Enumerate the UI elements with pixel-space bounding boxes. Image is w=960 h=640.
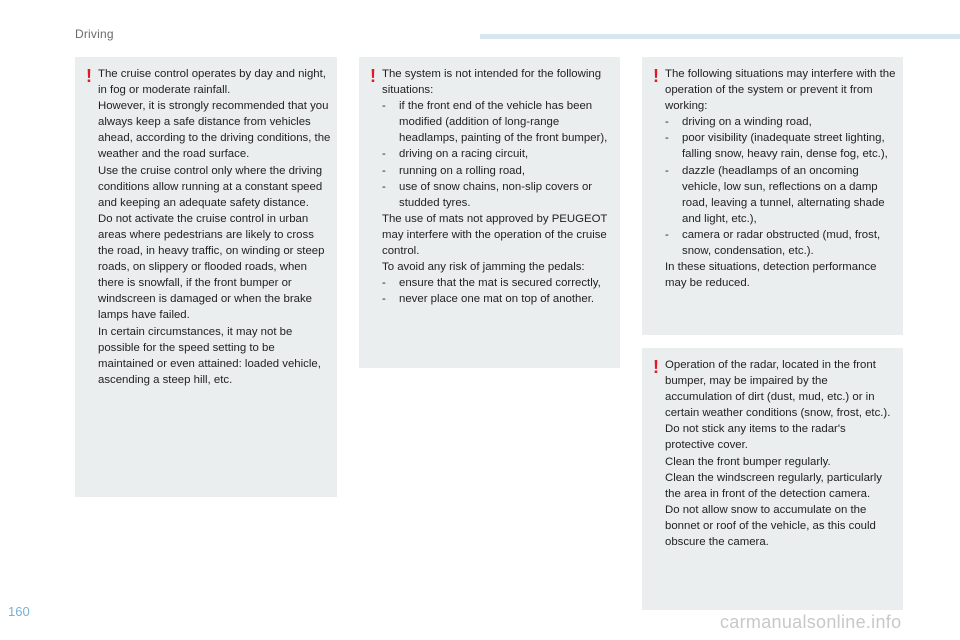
paragraph: Clean the front bumper regularly.: [665, 455, 831, 468]
paragraph: The following situations may interfere with the operation of the system or prevent it from working:: [665, 68, 896, 113]
warning-icon: !: [653, 357, 659, 377]
paragraph: In certain circumstances, it may not be possible for the speed setting to be maintained or even attained: loaded vehicle, ascending a steep hill, etc.: [98, 325, 321, 386]
paragraph: Do not stick any items to the radar's protective cover.: [665, 423, 846, 452]
list-item-text: never place one mat on top of another.: [399, 293, 595, 306]
warning-panel-interference: [642, 57, 903, 335]
paragraph: Clean the windscreen regularly, particularly the area in front of the detection camera.: [665, 471, 882, 500]
paragraph: Do not allow snow to accumulate on the bonnet or roof of the vehicle, as this could obscure the camera.: [665, 503, 876, 549]
paragraph: Operation of the radar, located in the front bumper, may be impaired by the accumulation of dirt (dust, mud, etc.) or in certain weather conditions (snow, frost, etc.).: [665, 359, 891, 420]
header-bar: [480, 34, 960, 39]
list-item-text: driving on a racing circuit,: [399, 148, 529, 161]
list-item-text: camera or radar obstructed (mud, frost, snow, condensation, etc.).: [682, 228, 881, 258]
warning-icon: !: [653, 66, 659, 86]
panel-text: [382, 66, 614, 307]
list-item: - poor visibility (inadequate street lighting, falling snow, heavy rain, dense fog, etc.),: [665, 132, 888, 161]
list-item: - running on a rolling road,: [382, 164, 526, 177]
panel-text: [665, 66, 897, 291]
list-item-text: use of snow chains, non-slip covers or studded tyres.: [399, 180, 593, 209]
page-number: 160: [8, 604, 30, 619]
list-item: - if the front end of the vehicle has been modified (addition of long-range headlamps, painting of the front bumper),: [382, 100, 608, 145]
warning-icon: !: [370, 66, 376, 86]
list-item: - camera or radar obstructed (mud, frost, snow, condensation, etc.).: [665, 228, 881, 258]
list-item: - driving on a racing circuit,: [382, 148, 529, 161]
panel-text: [98, 66, 331, 388]
paragraph: Do not activate the cruise control in urban areas where pedestrians are likely to cross the road, in heavy traffic, on winding or steep roads, on slippery or flooded roads, when there is snowfall, if the front bumper or windscreen is damaged or when the brake lamps have failed.: [98, 212, 325, 322]
list-item-text: if the front end of the vehicle has been modified (addition of long-range headlamps, painting of the front bumper),: [399, 100, 608, 145]
list-item: - dazzle (headlamps of an oncoming vehicle, low sun, reflections on a damp road, leaving a tunnel, alternating shade and light, etc.),: [665, 164, 885, 225]
paragraph: The system is not intended for the following situations:: [382, 68, 602, 97]
list-item-text: driving on a winding road,: [682, 116, 812, 129]
paragraph: To avoid any risk of jamming the pedals:: [382, 261, 585, 274]
warning-panel-radar: [642, 348, 903, 610]
list-item-text: running on a rolling road,: [399, 164, 526, 177]
warning-icon: !: [86, 66, 92, 86]
watermark: carmanualsonline.info: [720, 612, 902, 632]
paragraph: The use of mats not approved by PEUGEOT may interfere with the operation of the cruise control.: [382, 212, 608, 258]
list-item: - use of snow chains, non-slip covers or studded tyres.: [382, 180, 593, 209]
list-item: - driving on a winding road,: [665, 116, 812, 129]
warning-panel-cruise-control: [75, 57, 337, 497]
warning-panel-system-limits: [359, 57, 620, 368]
paragraph: In these situations, detection performance may be reduced.: [665, 261, 877, 290]
panel-text: [665, 357, 897, 550]
list-item-text: poor visibility (inadequate street lighting, falling snow, heavy rain, dense fog, etc.),: [682, 132, 888, 161]
list-item-text: dazzle (headlamps of an oncoming vehicle, low sun, reflections on a damp road, leaving a tunnel, alternating shade and light, etc.),: [682, 164, 885, 225]
paragraph: Use the cruise control only where the driving conditions allow running at a constant speed and keeping an adequate safety distance.: [98, 164, 323, 209]
section-title: Driving: [75, 27, 114, 41]
list-item: - never place one mat on top of another.: [382, 293, 595, 306]
list-item-text: ensure that the mat is secured correctly,: [399, 277, 601, 290]
paragraph: However, it is strongly recommended that you always keep a safe distance from vehicles ahead, according to the driving conditions, the weather and the road surface.: [98, 100, 331, 161]
list-item: - ensure that the mat is secured correctly,: [382, 277, 601, 290]
paragraph: The cruise control operates by day and night, in fog or moderate rainfall.: [98, 68, 326, 97]
